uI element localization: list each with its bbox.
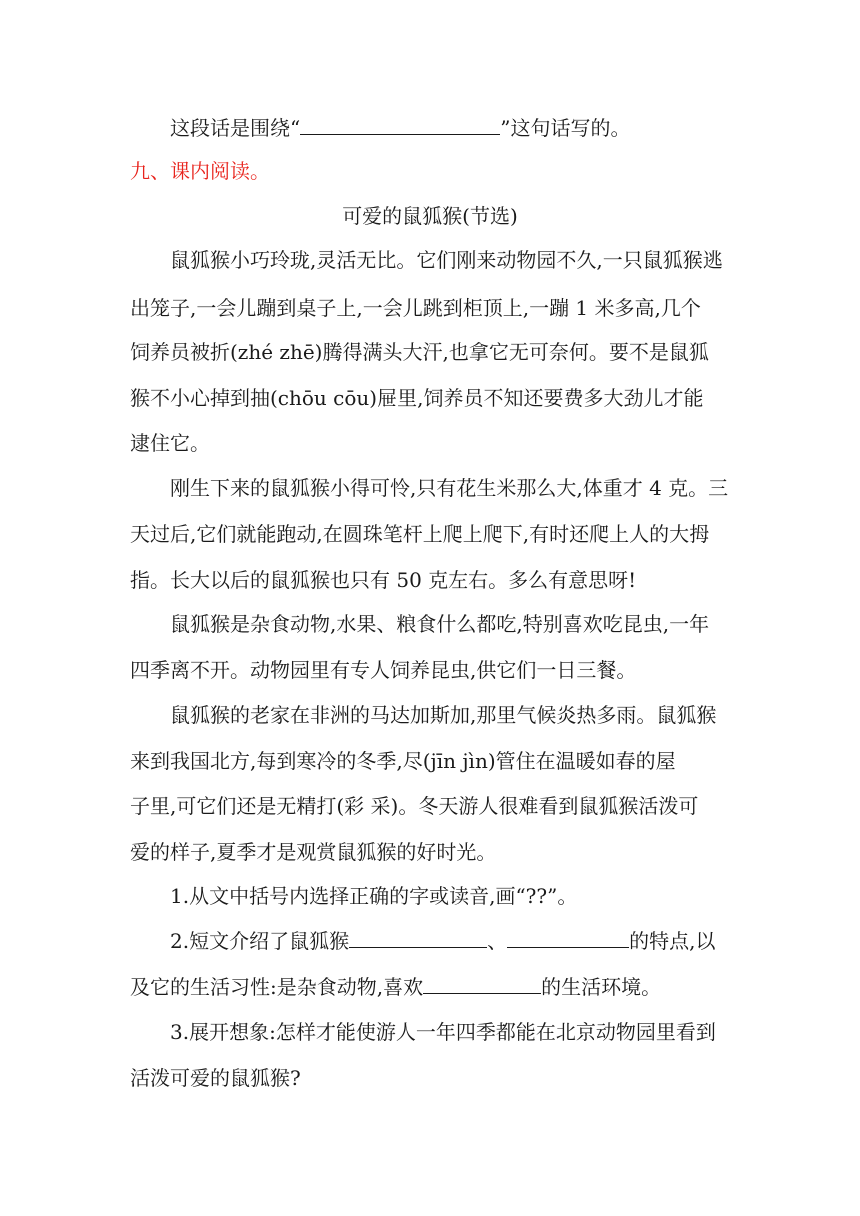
passage-title: 可爱的鼠狐猴(节选): [342, 204, 518, 228]
q2-line2-after-text: 的生活环境。: [541, 975, 662, 999]
passage-p4-line-4: 爱的样子,夏季才是观赏鼠狐猴的好时光。: [130, 840, 497, 864]
passage-p1-line-3: 饲养员被折(zhé zhē)腾得满头大汗,也拿它无可奈何。要不是鼠狐: [130, 340, 709, 364]
passage-p2-line-2: 天过后,它们就能跑动,在圆珠笔杆上爬上爬下,有时还爬上人的大拇: [130, 522, 710, 546]
passage-p4-line-2: 来到我国北方,每到寒冷的冬季,尽(jīn jìn)管住在温暖如春的屋: [130, 749, 676, 773]
passage-p1-line-4: 猴不小心掉到抽(chōu cōu)屉里,饲养员不知还要费多大劲儿才能: [130, 386, 704, 410]
q2-answer-blank-3[interactable]: [423, 975, 541, 994]
question-3-line-1: 3.展开想象:怎样才能使游人一年四季都能在北京动物园里看到: [170, 1020, 716, 1044]
question-2-line-2: [130, 975, 730, 999]
passage-p1-line-1: 鼠狐猴小巧玲珑,灵活无比。它们刚来动物园不久,一只鼠狐猴逃: [170, 248, 723, 272]
passage-p2-line-1: 刚生下来的鼠狐猴小得可怜,只有花生米那么大,体重才 4 克。三: [170, 476, 729, 500]
passage-p4-line-3: 子里,可它们还是无精打(彩 采)。冬天游人很难看到鼠狐猴活泼可: [130, 794, 699, 818]
intro-fill-line: [170, 116, 770, 140]
question-2-line-1: [170, 929, 770, 953]
passage-p1-line-2: 出笼子,一会儿蹦到桌子上,一会儿跳到柜顶上,一蹦 1 米多高,几个: [130, 296, 701, 320]
q2-answer-blank-1[interactable]: [349, 929, 487, 948]
q2-answer-blank-2[interactable]: [507, 929, 629, 948]
passage-p3-line-2: 四季离不开。动物园里有专人饲养昆虫,供它们一日三餐。: [130, 658, 637, 682]
q2-part1-text: 2.短文介绍了鼠狐猴: [170, 929, 350, 953]
passage-p1-line-5: 逮住它。: [130, 431, 210, 455]
intro-after-text: ”这句话写的。: [500, 116, 631, 140]
q2-line2-before-text: 及它的生活习性:是杂食动物,喜欢: [130, 975, 424, 999]
passage-p2-line-3: 指。长大以后的鼠狐猴也只有 50 克左右。多么有意思呀!: [130, 568, 637, 592]
passage-p3-line-1: 鼠狐猴是杂食动物,水果、粮食什么都吃,特别喜欢吃昆虫,一年: [170, 612, 710, 636]
passage-p4-line-1: 鼠狐猴的老家在非洲的马达加斯加,那里气候炎热多雨。鼠狐猴: [170, 703, 717, 727]
q2-sep-text: 、: [487, 929, 508, 953]
question-1: 1.从文中括号内选择正确的字或读音,画“??”。: [170, 884, 578, 908]
q2-part2-text: 的特点,以: [629, 929, 716, 953]
intro-before-text: 这段话是围绕“: [170, 116, 301, 140]
section-heading: 九、课内阅读。: [130, 159, 270, 183]
question-3-line-2: 活泼可爱的鼠狐猴?: [130, 1066, 301, 1090]
intro-answer-blank[interactable]: [300, 116, 500, 135]
